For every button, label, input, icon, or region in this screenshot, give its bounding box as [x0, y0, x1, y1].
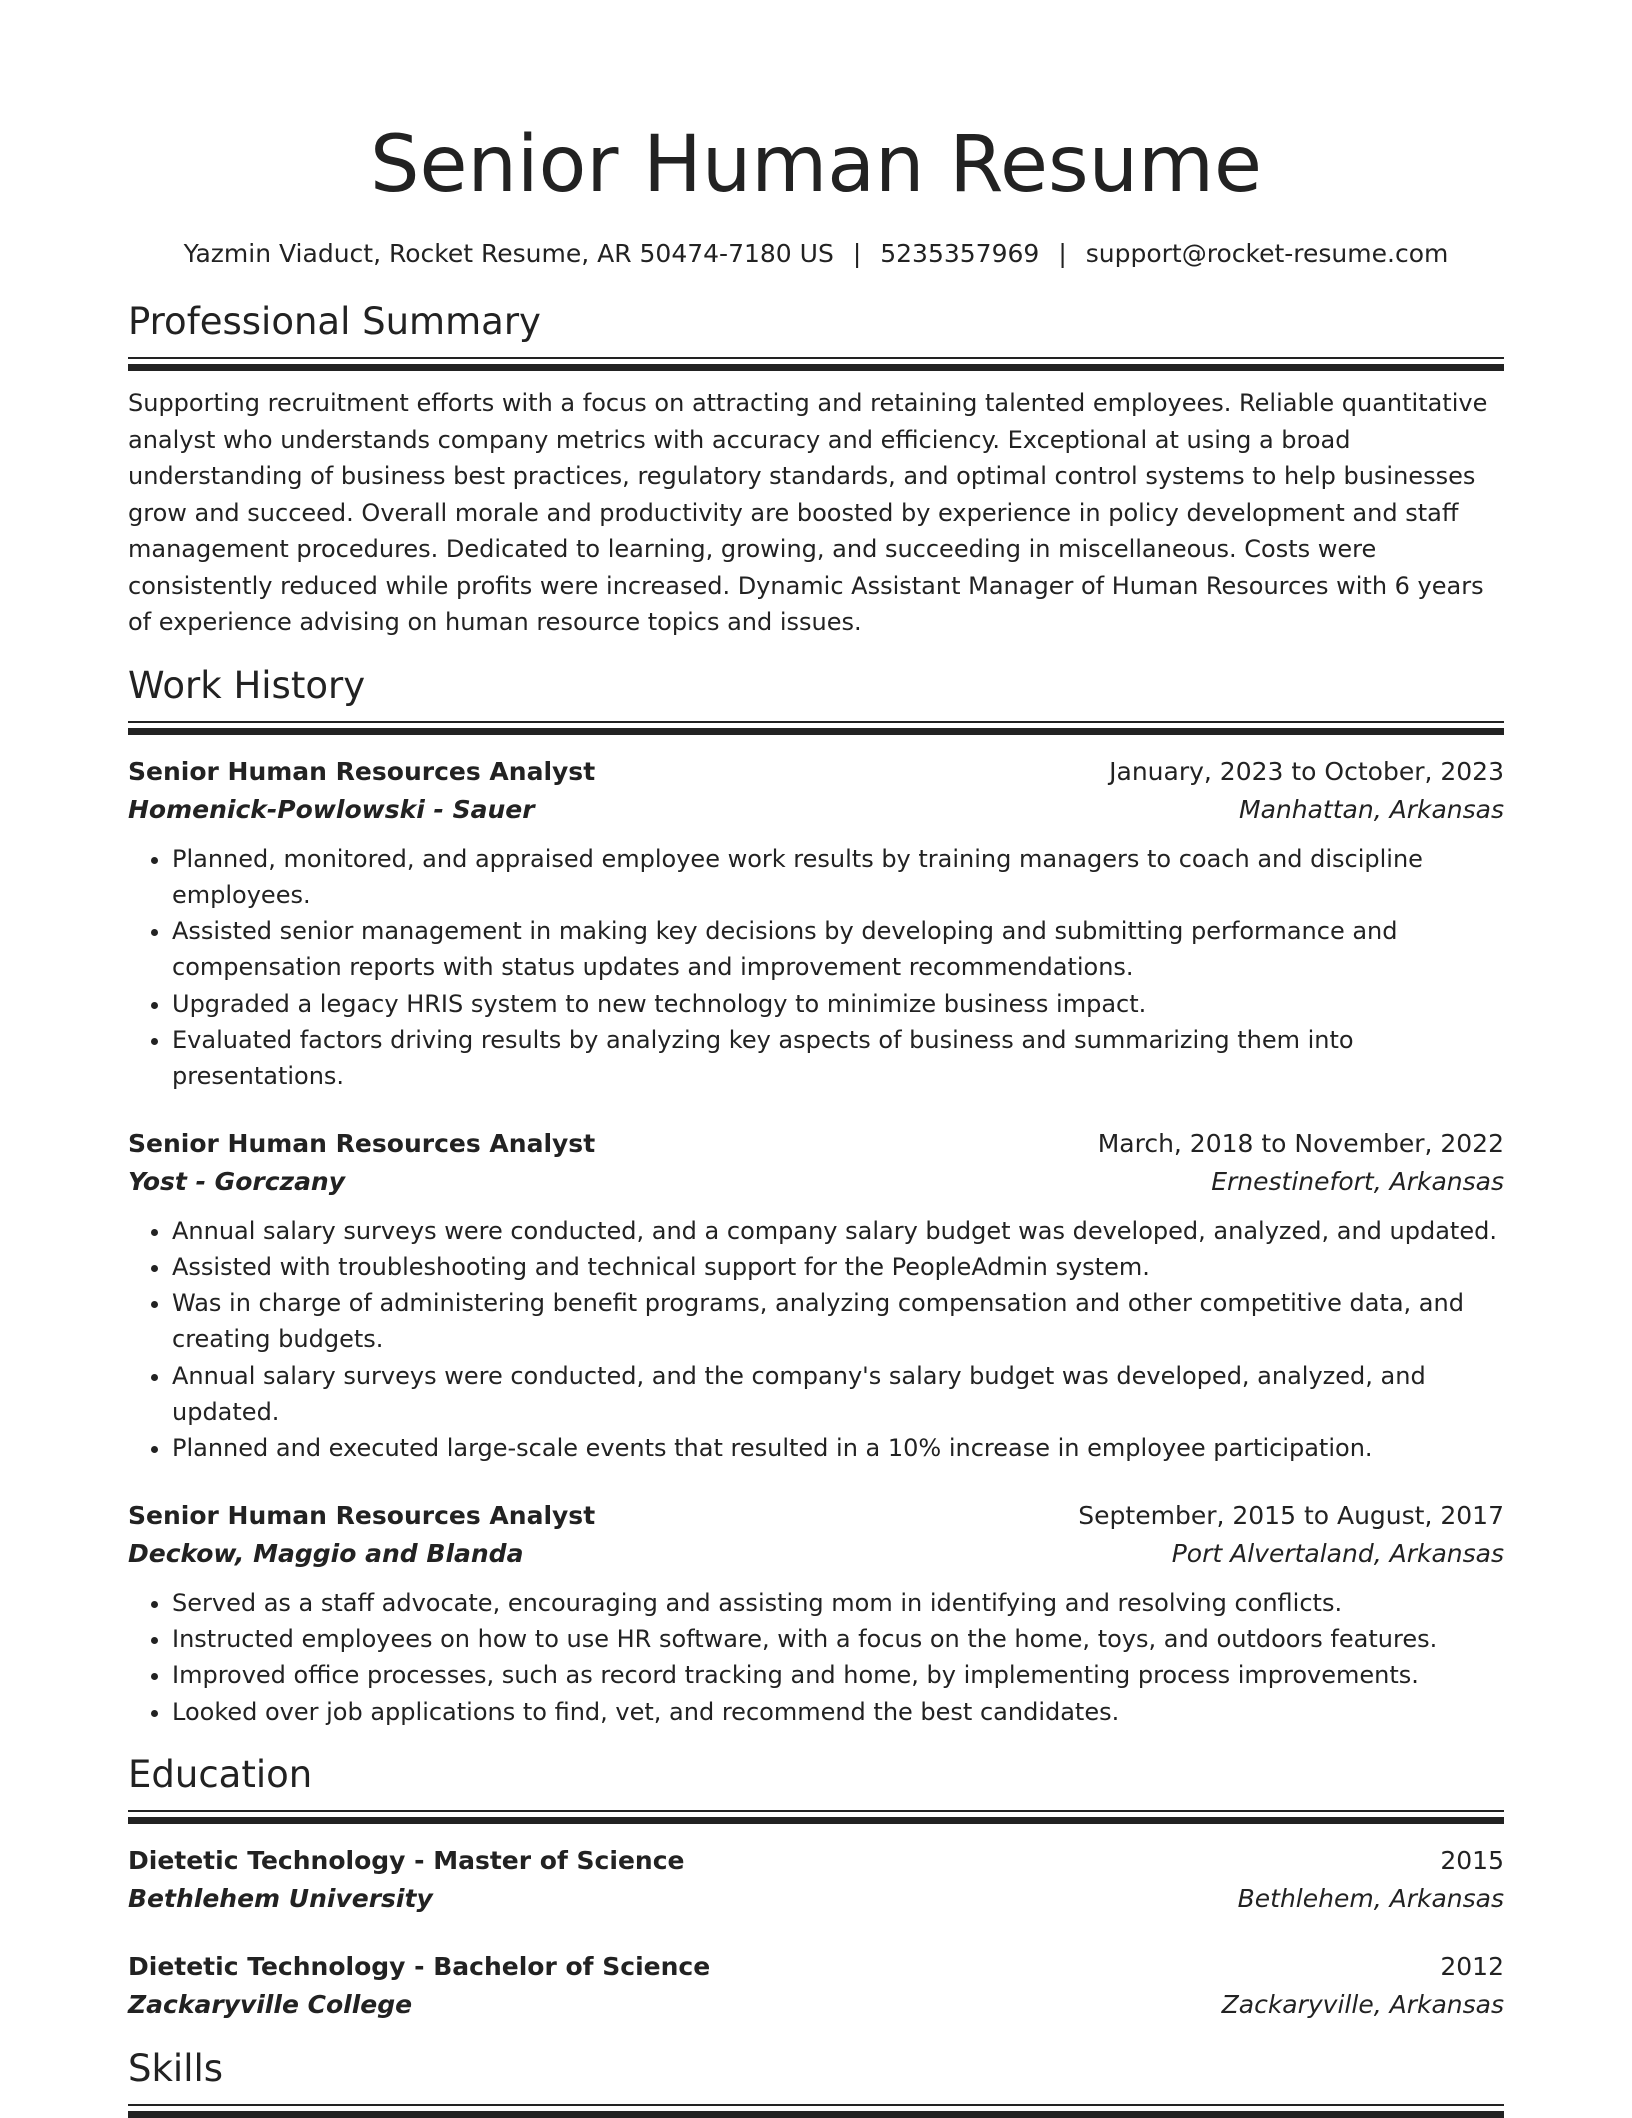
- section-heading-skills: Skills: [128, 2046, 224, 2090]
- job-dates: September, 2015 to August, 2017: [1078, 1500, 1504, 1530]
- job-location: Ernestinefort, Arkansas: [1211, 1166, 1504, 1196]
- job-header-row: [128, 1125, 1504, 1163]
- job-entry: [128, 753, 1504, 1095]
- job-bullet: • Assisted senior management in making key decisions by developing and submitting performance and compensation reports with status updates and improvement recommendations.: [172, 913, 1504, 986]
- section-divider: [128, 1810, 1504, 1824]
- education-location: Bethlehem, Arkansas: [1237, 1883, 1504, 1913]
- education-school-row: [128, 1880, 1504, 1918]
- education-entry: [128, 1842, 1504, 1918]
- job-dates: March, 2018 to November, 2022: [1097, 1128, 1504, 1158]
- section-heading-education: Education: [128, 1752, 313, 1796]
- section-heading-summary: Professional Summary: [128, 300, 541, 343]
- job-bullet: • Improved office processes, such as record tracking and home, by implementing process improvements.: [172, 1657, 1504, 1693]
- contact-address: Yazmin Viaduct, Rocket Resume, AR 50474-7180 US: [183, 239, 834, 268]
- education-location: Zackaryville, Arkansas: [1221, 1989, 1504, 2019]
- section-divider: [128, 721, 1504, 735]
- job-bullet: • Served as a staff advocate, encouraging and assisting mom in identifying and resolving conflicts.: [172, 1585, 1504, 1621]
- job-bullet: • Looked over job applications to find, vet, and recommend the best candidates.: [172, 1694, 1504, 1730]
- job-bullet-list: [128, 1585, 1504, 1730]
- job-bullet: • Planned, monitored, and appraised employee work results by training managers to coach and discipline employees.: [172, 841, 1504, 914]
- education-header-row: [128, 1948, 1504, 1986]
- education-section: [128, 1750, 1504, 2024]
- job-bullet: • Planned and executed large-scale events that resulted in a 10% increase in employee participation.: [172, 1430, 1504, 1466]
- contact-separator: |: [852, 239, 862, 268]
- education-header-row: [128, 1842, 1504, 1880]
- summary-text: Supporting recruitment efforts with a focus on attracting and retaining talented employees. Reliable quantitative analyst who understands company metrics with accuracy and efficiency. Exceptional at using a broad understanding of business best practices, regulatory standards, and optimal control systems to help businesses grow and succeed. Overall morale and productivity are boosted by experience in policy development and staff management procedures. Dedicated to learning, growing, and succeeding in miscellaneous. Costs were consistently reduced while profits were increased. Dynamic Assistant Manager of Human Resources with 6 years of experience advising on human resource topics and issues.: [128, 389, 1488, 636]
- job-company-row: [128, 1163, 1504, 1201]
- section-divider: [128, 2104, 1504, 2118]
- education-year: 2015: [1440, 1845, 1504, 1875]
- job-bullet: • Was in charge of administering benefit programs, analyzing compensation and other competitive data, and creating budgets.: [172, 1285, 1504, 1358]
- job-title: Senior Human Resources Analyst: [128, 1128, 596, 1158]
- summary-section: [128, 297, 1504, 641]
- section-divider: [128, 357, 1504, 371]
- job-bullet: • Annual salary surveys were conducted, and the company's salary budget was developed, analyzed, and updated.: [172, 1358, 1504, 1431]
- job-dates: January, 2023 to October, 2023: [1109, 756, 1504, 786]
- job-company-row: [128, 791, 1504, 829]
- job-title: Senior Human Resources Analyst: [128, 1500, 596, 1530]
- job-location: Manhattan, Arkansas: [1239, 794, 1504, 824]
- education-degree: Dietetic Technology - Master of Science: [128, 1845, 685, 1875]
- job-header-row: [128, 1497, 1504, 1535]
- education-entry: [128, 1948, 1504, 2024]
- education-school: Bethlehem University: [128, 1883, 433, 1913]
- job-company: Deckow, Maggio and Blanda: [128, 1538, 524, 1568]
- work-history-section: [128, 661, 1504, 1730]
- job-company-row: [128, 1535, 1504, 1573]
- resume-page: [128, 0, 1504, 2118]
- job-location: Port Alvertaland, Arkansas: [1171, 1538, 1504, 1568]
- job-bullet: • Upgraded a legacy HRIS system to new technology to minimize business impact.: [172, 986, 1504, 1022]
- job-bullet: • Evaluated factors driving results by analyzing key aspects of business and summarizing them into presentations.: [172, 1022, 1504, 1095]
- job-bullet: • Assisted with troubleshooting and technical support for the PeopleAdmin system.: [172, 1249, 1504, 1285]
- job-company: Homenick-Powlowski - Sauer: [128, 794, 535, 824]
- job-header-row: [128, 753, 1504, 791]
- job-bullet-list: [128, 1213, 1504, 1467]
- job-bullet: • Annual salary surveys were conducted, and a company salary budget was developed, analyzed, and updated.: [172, 1213, 1504, 1249]
- contact-separator: |: [1058, 239, 1067, 268]
- skills-section: [128, 2044, 1504, 2118]
- contact-email[interactable]: support@rocket-resume.com: [1085, 239, 1449, 268]
- resume-title: Senior Human Resume: [369, 120, 1262, 210]
- education-school: Zackaryville College: [128, 1989, 413, 2019]
- section-heading-work-history: Work History: [128, 663, 366, 707]
- education-school-row: [128, 1986, 1504, 2024]
- job-bullet-list: [128, 841, 1504, 1095]
- education-degree: Dietetic Technology - Bachelor of Science: [128, 1951, 711, 1981]
- education-year: 2012: [1440, 1951, 1504, 1981]
- job-entry: [128, 1497, 1504, 1730]
- contact-phone: 5235357969: [880, 239, 1040, 268]
- job-company: Yost - Gorczany: [128, 1166, 346, 1196]
- job-title: Senior Human Resources Analyst: [128, 756, 596, 786]
- job-bullet: • Instructed employees on how to use HR software, with a focus on the home, toys, and outdoors features.: [172, 1621, 1504, 1657]
- job-entry: [128, 1125, 1504, 1467]
- contact-line: [128, 237, 1504, 271]
